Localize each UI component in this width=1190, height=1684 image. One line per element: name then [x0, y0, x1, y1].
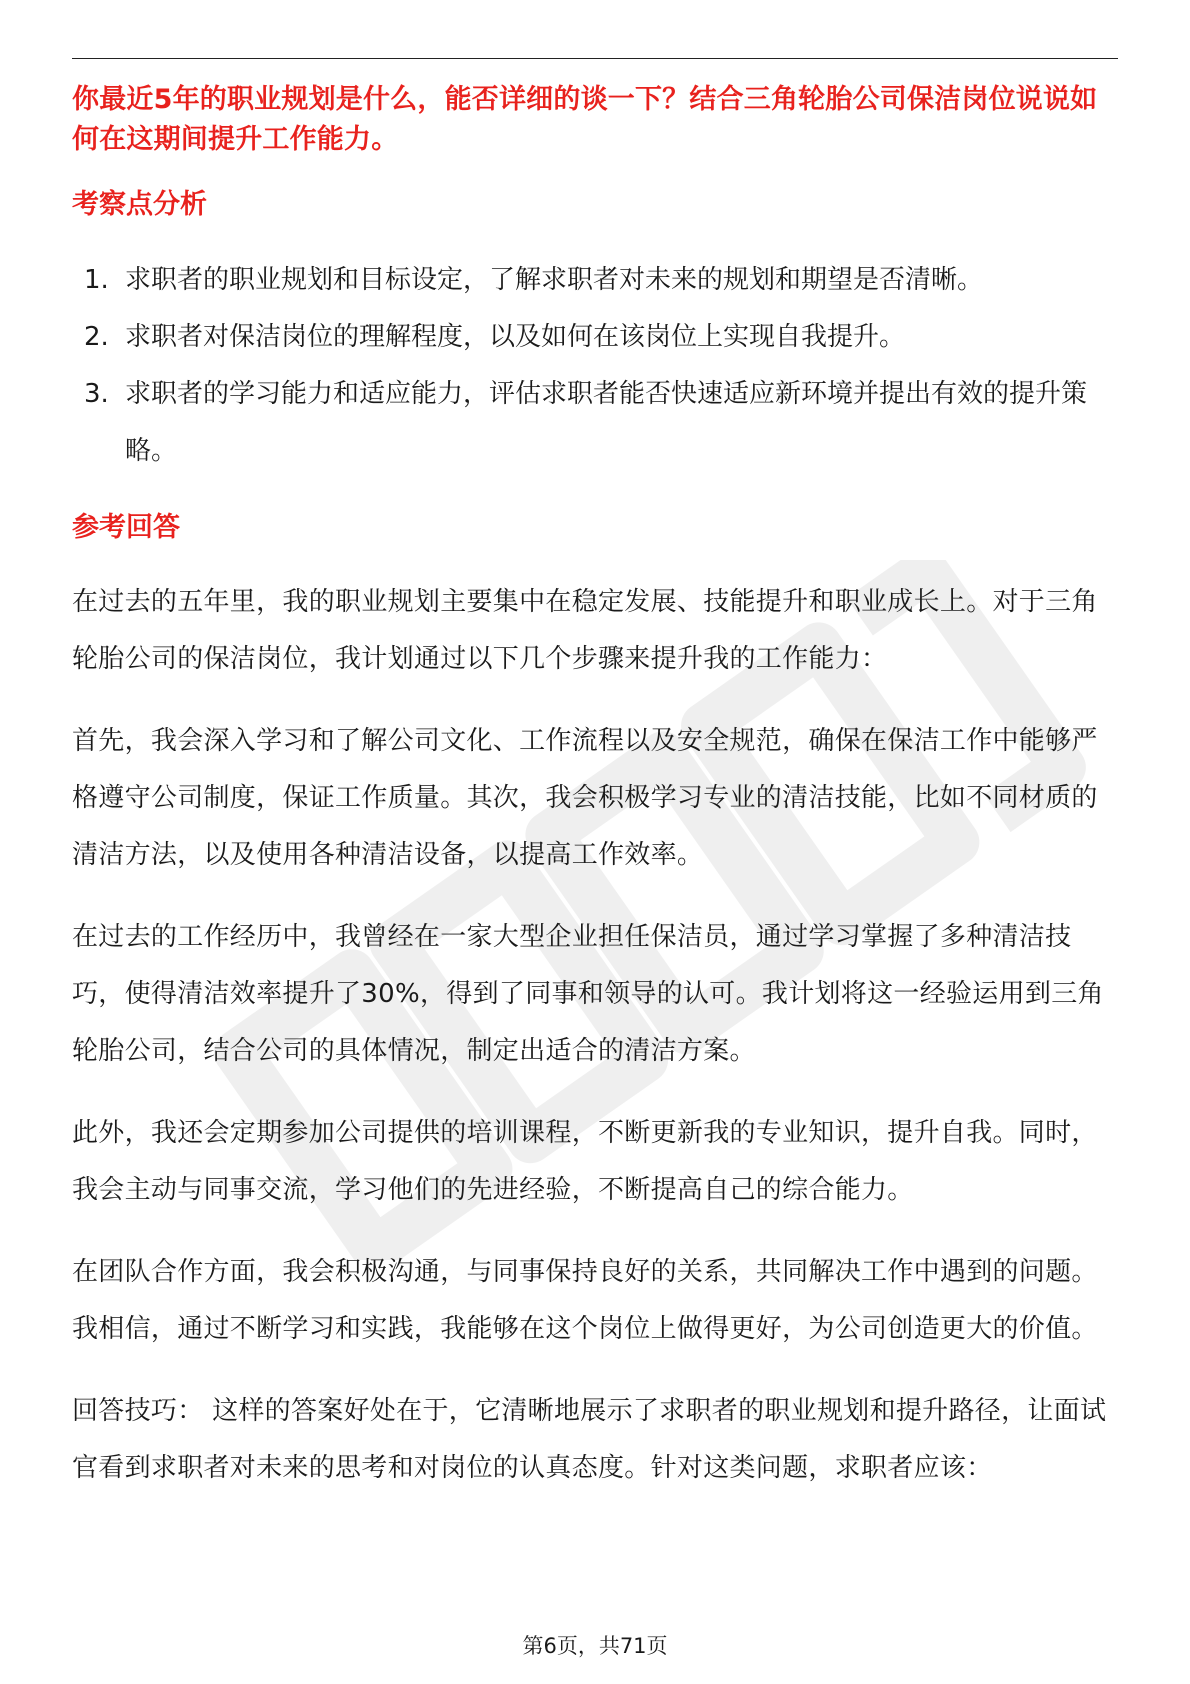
- question-heading: 你最近5年的职业规划是什么，能否详细的谈一下？结合三角轮胎公司保洁岗位说说如何在这期间提升工作能力。: [72, 84, 1098, 155]
- page-content: [72, 80, 1118, 1497]
- list-text: 求职者的职业规划和目标设定，了解求职者对未来的规划和期望是否清晰。: [125, 265, 984, 295]
- list-number: 2.: [84, 322, 109, 352]
- list-text: 求职者对保洁岗位的理解程度，以及如何在该岗位上实现自我提升。: [125, 322, 906, 352]
- analysis-heading: 考察点分析: [72, 189, 207, 220]
- header-rule: [72, 58, 1118, 59]
- page-number: 第6页，共71页: [522, 1634, 668, 1658]
- answer-tips-paragraph: 回答技巧： 这样的答案好处在于，它清晰地展示了求职者的职业规划和提升路径，让面试官看到求职者对未来的思考和对岗位的认真态度。针对这类问题，求职者应该：: [72, 1396, 1107, 1483]
- answer-paragraph: 在过去的工作经历中，我曾经在一家大型企业担任保洁员，通过学习掌握了多种清洁技巧，使得清洁效率提升了30%，得到了同事和领导的认可。我计划将这一经验运用到三角轮胎公司，结合公司的具体情况，制定出适合的清洁方案。: [72, 922, 1104, 1066]
- list-text: 求职者的学习能力和适应能力，评估求职者能否快速适应新环境并提出有效的提升策略。: [125, 379, 1088, 466]
- analysis-list: [72, 252, 1118, 480]
- analysis-item: [72, 252, 1118, 309]
- answer-paragraph: 在过去的五年里，我的职业规划主要集中在稳定发展、技能提升和职业成长上。对于三角轮胎公司的保洁岗位，我计划通过以下几个步骤来提升我的工作能力：: [72, 587, 1098, 674]
- answer-paragraph: 此外，我还会定期参加公司提供的培训课程，不断更新我的专业知识，提升自我。同时，我会主动与同事交流，学习他们的先进经验，不断提高自己的综合能力。: [72, 1118, 1098, 1205]
- list-number: 3.: [84, 379, 109, 409]
- analysis-item: [72, 309, 1118, 366]
- answer-heading: 参考回答: [72, 512, 180, 543]
- answer-paragraph: 在团队合作方面，我会积极沟通，与同事保持良好的关系，共同解决工作中遇到的问题。我相信，通过不断学习和实践，我能够在这个岗位上做得更好，为公司创造更大的价值。: [72, 1257, 1098, 1344]
- analysis-item: [72, 366, 1118, 480]
- list-number: 1.: [84, 265, 109, 295]
- answer-paragraph: 首先，我会深入学习和了解公司文化、工作流程以及安全规范，确保在保洁工作中能够严格遵守公司制度，保证工作质量。其次，我会积极学习专业的清洁技能，比如不同材质的清洁方法，以及使用各种清洁设备，以提高工作效率。: [72, 726, 1098, 870]
